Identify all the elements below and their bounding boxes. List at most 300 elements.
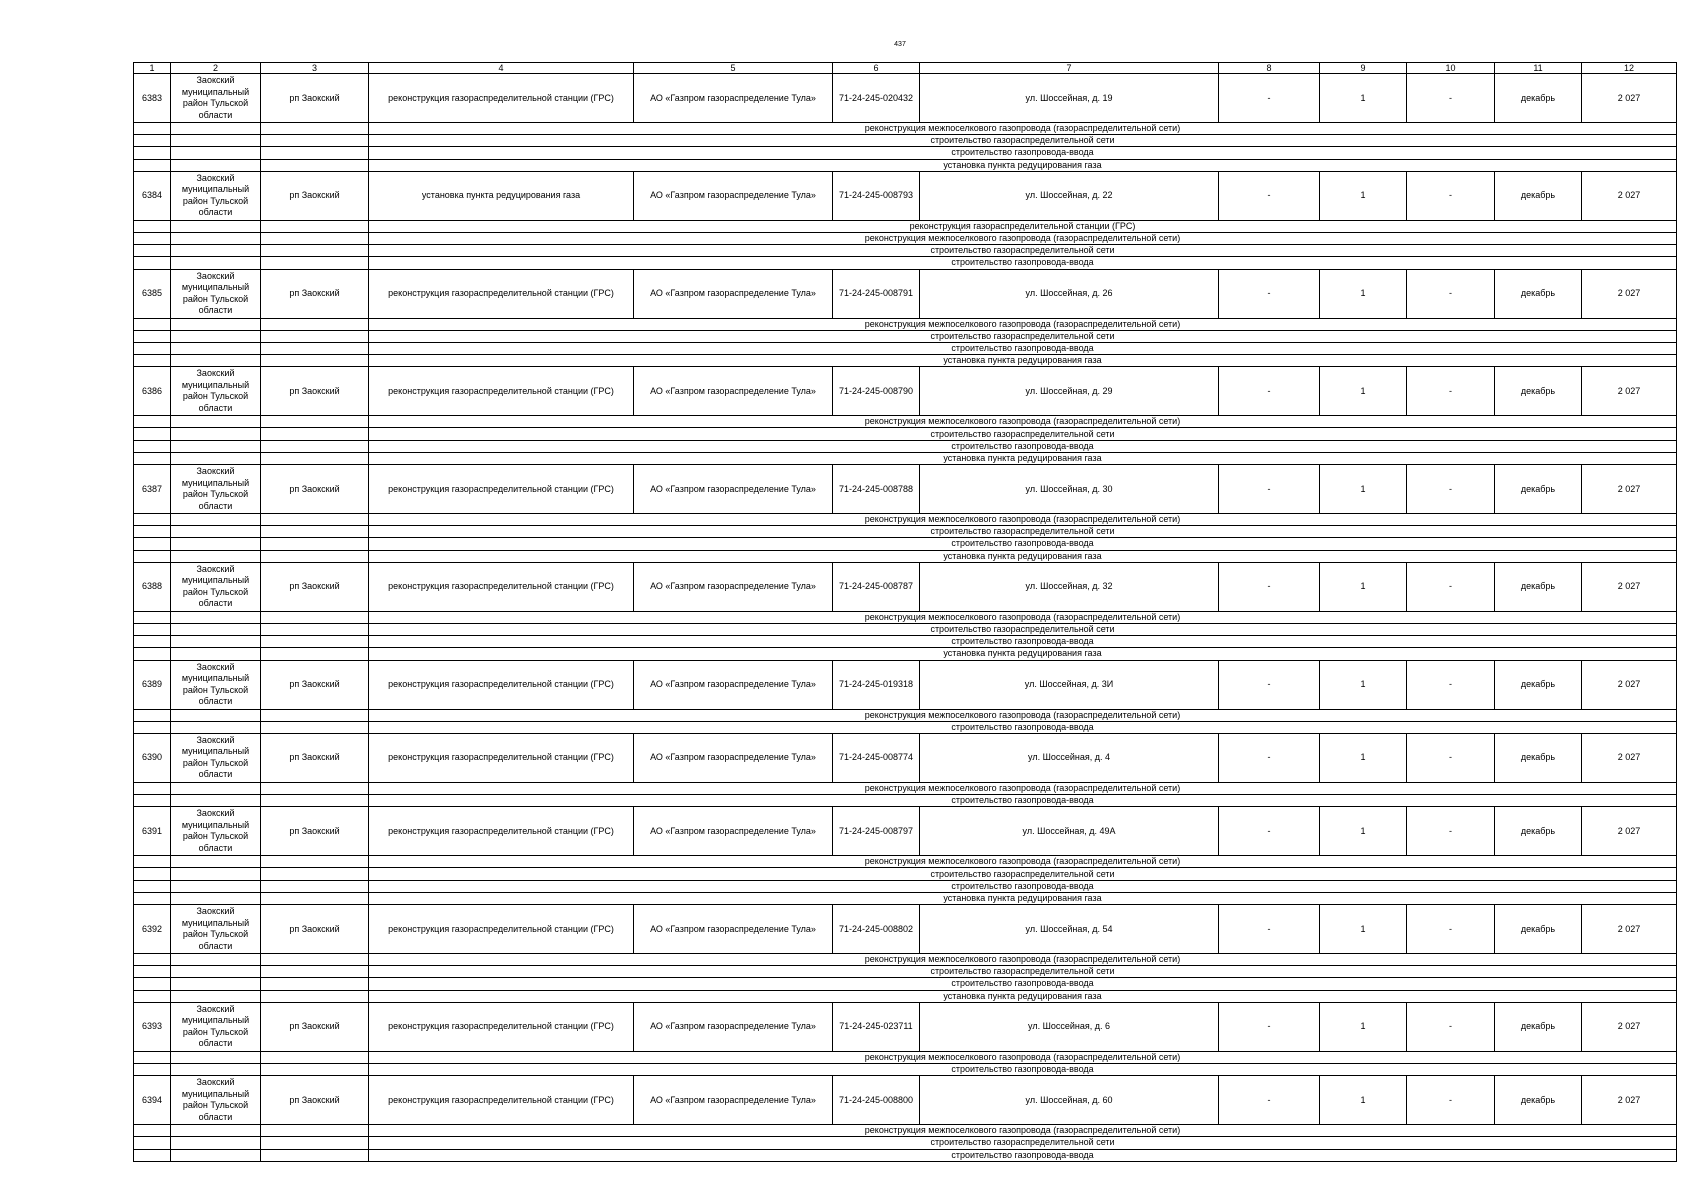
empty-cell xyxy=(261,648,369,660)
empty-cell xyxy=(171,1063,261,1075)
sub-work-row xyxy=(134,782,1677,794)
empty-cell xyxy=(134,428,171,440)
row-number: 6388 xyxy=(134,562,171,611)
empty-cell xyxy=(171,1137,261,1149)
work-type-cell: реконструкция газораспределительной станции (ГРС) xyxy=(369,660,634,709)
empty-cell xyxy=(261,1051,369,1063)
month-cell: декабрь xyxy=(1495,367,1582,416)
object-code-cell: 71-24-245-008774 xyxy=(833,733,920,782)
empty-cell xyxy=(134,318,171,330)
row-number: 6383 xyxy=(134,74,171,123)
column-header: 7 xyxy=(920,63,1219,74)
sub-work-row xyxy=(134,514,1677,526)
empty-cell xyxy=(171,978,261,990)
column-header: 10 xyxy=(1407,63,1495,74)
district-cell: Заокский муниципальный район Тульской области xyxy=(171,171,261,220)
column-header-row xyxy=(134,63,1677,74)
empty-cell xyxy=(261,257,369,269)
sub-work-label: установка пункта редуцирования газа xyxy=(369,892,1677,904)
column-10-cell: - xyxy=(1407,660,1495,709)
sub-work-row xyxy=(134,795,1677,807)
sub-work-row xyxy=(134,440,1677,452)
address-cell: ул. Шоссейная, д. 22 xyxy=(920,171,1219,220)
sub-work-label: установка пункта редуцирования газа xyxy=(369,648,1677,660)
empty-cell xyxy=(171,990,261,1002)
empty-cell xyxy=(261,428,369,440)
district-cell: Заокский муниципальный район Тульской области xyxy=(171,74,261,123)
month-cell: декабрь xyxy=(1495,733,1582,782)
organization-cell: АО «Газпром газораспределение Тула» xyxy=(634,367,833,416)
table-row xyxy=(134,367,1677,416)
column-8-cell: - xyxy=(1219,660,1320,709)
empty-cell xyxy=(171,514,261,526)
row-number: 6392 xyxy=(134,905,171,954)
empty-cell xyxy=(261,245,369,257)
empty-cell xyxy=(134,795,171,807)
column-8-cell: - xyxy=(1219,269,1320,318)
empty-cell xyxy=(134,232,171,244)
object-code-cell: 71-24-245-008793 xyxy=(833,171,920,220)
column-10-cell: - xyxy=(1407,269,1495,318)
table-row xyxy=(134,1076,1677,1125)
settlement-cell: рп Заокский xyxy=(261,660,369,709)
column-9-cell: 1 xyxy=(1320,269,1407,318)
column-9-cell: 1 xyxy=(1320,807,1407,856)
empty-cell xyxy=(134,892,171,904)
organization-cell: АО «Газпром газораспределение Тула» xyxy=(634,1002,833,1051)
sub-work-label: строительство газопровода-ввода xyxy=(369,880,1677,892)
work-type-cell: реконструкция газораспределительной станции (ГРС) xyxy=(369,562,634,611)
empty-cell xyxy=(261,856,369,868)
month-cell: декабрь xyxy=(1495,171,1582,220)
column-8-cell: - xyxy=(1219,905,1320,954)
sub-work-label: реконструкция межпоселкового газопровода (газораспределительной сети) xyxy=(369,954,1677,966)
month-cell: декабрь xyxy=(1495,1002,1582,1051)
sub-work-row xyxy=(134,318,1677,330)
empty-cell xyxy=(134,978,171,990)
year-cell: 2 027 xyxy=(1582,733,1677,782)
empty-cell xyxy=(134,159,171,171)
empty-cell xyxy=(171,416,261,428)
month-cell: декабрь xyxy=(1495,660,1582,709)
organization-cell: АО «Газпром газораспределение Тула» xyxy=(634,171,833,220)
sub-work-label: строительство газораспределительной сети xyxy=(369,428,1677,440)
sub-work-row xyxy=(134,342,1677,354)
settlement-cell: рп Заокский xyxy=(261,171,369,220)
year-cell: 2 027 xyxy=(1582,1076,1677,1125)
row-number: 6389 xyxy=(134,660,171,709)
month-cell: декабрь xyxy=(1495,465,1582,514)
empty-cell xyxy=(134,709,171,721)
column-10-cell: - xyxy=(1407,1076,1495,1125)
column-9-cell: 1 xyxy=(1320,905,1407,954)
table-row xyxy=(134,269,1677,318)
column-header: 4 xyxy=(369,63,634,74)
empty-cell xyxy=(134,123,171,135)
sub-work-row xyxy=(134,611,1677,623)
empty-cell xyxy=(171,342,261,354)
sub-work-label: строительство газопровода-ввода xyxy=(369,342,1677,354)
column-8-cell: - xyxy=(1219,562,1320,611)
empty-cell xyxy=(134,440,171,452)
empty-cell xyxy=(171,782,261,794)
empty-cell xyxy=(171,355,261,367)
empty-cell xyxy=(171,123,261,135)
year-cell: 2 027 xyxy=(1582,465,1677,514)
month-cell: декабрь xyxy=(1495,74,1582,123)
empty-cell xyxy=(261,147,369,159)
sub-work-row xyxy=(134,892,1677,904)
settlement-cell: рп Заокский xyxy=(261,1076,369,1125)
empty-cell xyxy=(134,623,171,635)
sub-work-row xyxy=(134,416,1677,428)
column-8-cell: - xyxy=(1219,465,1320,514)
empty-cell xyxy=(171,526,261,538)
column-header: 6 xyxy=(833,63,920,74)
sub-work-label: установка пункта редуцирования газа xyxy=(369,550,1677,562)
empty-cell xyxy=(171,135,261,147)
sub-work-label: строительство газопровода-ввода xyxy=(369,978,1677,990)
empty-cell xyxy=(134,990,171,1002)
empty-cell xyxy=(261,954,369,966)
month-cell: декабрь xyxy=(1495,562,1582,611)
empty-cell xyxy=(134,416,171,428)
column-header: 1 xyxy=(134,63,171,74)
year-cell: 2 027 xyxy=(1582,74,1677,123)
sub-work-label: строительство газораспределительной сети xyxy=(369,868,1677,880)
sub-work-row xyxy=(134,1063,1677,1075)
sub-work-label: строительство газопровода-ввода xyxy=(369,795,1677,807)
empty-cell xyxy=(171,880,261,892)
sub-work-label: строительство газопровода-ввода xyxy=(369,440,1677,452)
sub-work-row xyxy=(134,159,1677,171)
empty-cell xyxy=(261,1149,369,1161)
column-8-cell: - xyxy=(1219,1076,1320,1125)
column-9-cell: 1 xyxy=(1320,367,1407,416)
gasification-table xyxy=(133,62,1677,1162)
address-cell: ул. Шоссейная, д. 19 xyxy=(920,74,1219,123)
organization-cell: АО «Газпром газораспределение Тула» xyxy=(634,269,833,318)
empty-cell xyxy=(261,135,369,147)
month-cell: декабрь xyxy=(1495,905,1582,954)
empty-cell xyxy=(261,220,369,232)
empty-cell xyxy=(261,1063,369,1075)
object-code-cell: 71-24-245-008791 xyxy=(833,269,920,318)
empty-cell xyxy=(171,538,261,550)
object-code-cell: 71-24-245-008788 xyxy=(833,465,920,514)
empty-cell xyxy=(134,257,171,269)
empty-cell xyxy=(171,636,261,648)
sub-work-label: установка пункта редуцирования газа xyxy=(369,355,1677,367)
work-type-cell: реконструкция газораспределительной станции (ГРС) xyxy=(369,905,634,954)
sub-work-label: строительство газораспределительной сети xyxy=(369,966,1677,978)
month-cell: декабрь xyxy=(1495,807,1582,856)
empty-cell xyxy=(261,623,369,635)
empty-cell xyxy=(134,514,171,526)
sub-work-label: строительство газопровода-ввода xyxy=(369,1063,1677,1075)
address-cell: ул. Шоссейная, д. 32 xyxy=(920,562,1219,611)
empty-cell xyxy=(171,245,261,257)
sub-work-row xyxy=(134,990,1677,1002)
empty-cell xyxy=(261,892,369,904)
empty-cell xyxy=(134,636,171,648)
column-header: 11 xyxy=(1495,63,1582,74)
column-8-cell: - xyxy=(1219,1002,1320,1051)
column-8-cell: - xyxy=(1219,171,1320,220)
column-header: 2 xyxy=(171,63,261,74)
sub-work-label: реконструкция межпоселкового газопровода (газораспределительной сети) xyxy=(369,782,1677,794)
empty-cell xyxy=(134,526,171,538)
settlement-cell: рп Заокский xyxy=(261,807,369,856)
empty-cell xyxy=(261,636,369,648)
sub-work-row xyxy=(134,1149,1677,1161)
settlement-cell: рп Заокский xyxy=(261,269,369,318)
object-code-cell: 71-24-245-008800 xyxy=(833,1076,920,1125)
empty-cell xyxy=(171,452,261,464)
work-type-cell: реконструкция газораспределительной станции (ГРС) xyxy=(369,1076,634,1125)
empty-cell xyxy=(134,868,171,880)
sub-work-row xyxy=(134,978,1677,990)
object-code-cell: 71-24-245-008790 xyxy=(833,367,920,416)
column-9-cell: 1 xyxy=(1320,74,1407,123)
empty-cell xyxy=(261,1137,369,1149)
sub-work-row xyxy=(134,636,1677,648)
column-10-cell: - xyxy=(1407,562,1495,611)
district-cell: Заокский муниципальный район Тульской области xyxy=(171,269,261,318)
column-9-cell: 1 xyxy=(1320,733,1407,782)
empty-cell xyxy=(134,648,171,660)
empty-cell xyxy=(261,330,369,342)
table-row xyxy=(134,733,1677,782)
empty-cell xyxy=(261,1125,369,1137)
empty-cell xyxy=(261,868,369,880)
work-type-cell: реконструкция газораспределительной станции (ГРС) xyxy=(369,74,634,123)
sub-work-row xyxy=(134,232,1677,244)
empty-cell xyxy=(171,1149,261,1161)
work-type-cell: реконструкция газораспределительной станции (ГРС) xyxy=(369,269,634,318)
sub-work-label: реконструкция межпоселкового газопровода (газораспределительной сети) xyxy=(369,416,1677,428)
sub-work-row xyxy=(134,550,1677,562)
district-cell: Заокский муниципальный район Тульской области xyxy=(171,367,261,416)
empty-cell xyxy=(171,795,261,807)
organization-cell: АО «Газпром газораспределение Тула» xyxy=(634,74,833,123)
year-cell: 2 027 xyxy=(1582,269,1677,318)
empty-cell xyxy=(171,648,261,660)
sub-work-label: установка пункта редуцирования газа xyxy=(369,990,1677,1002)
empty-cell xyxy=(261,452,369,464)
object-code-cell: 71-24-245-008802 xyxy=(833,905,920,954)
empty-cell xyxy=(261,880,369,892)
column-header: 8 xyxy=(1219,63,1320,74)
sub-work-label: реконструкция межпоселкового газопровода (газораспределительной сети) xyxy=(369,123,1677,135)
column-10-cell: - xyxy=(1407,905,1495,954)
table-row xyxy=(134,465,1677,514)
column-10-cell: - xyxy=(1407,1002,1495,1051)
organization-cell: АО «Газпром газораспределение Тула» xyxy=(634,1076,833,1125)
column-8-cell: - xyxy=(1219,367,1320,416)
object-code-cell: 71-24-245-008787 xyxy=(833,562,920,611)
sub-work-row xyxy=(134,452,1677,464)
empty-cell xyxy=(134,220,171,232)
month-cell: декабрь xyxy=(1495,1076,1582,1125)
object-code-cell: 71-24-245-019318 xyxy=(833,660,920,709)
column-10-cell: - xyxy=(1407,367,1495,416)
sub-work-row xyxy=(134,1137,1677,1149)
column-10-cell: - xyxy=(1407,807,1495,856)
settlement-cell: рп Заокский xyxy=(261,733,369,782)
sub-work-row xyxy=(134,966,1677,978)
empty-cell xyxy=(171,611,261,623)
empty-cell xyxy=(261,514,369,526)
work-type-cell: установка пункта редуцирования газа xyxy=(369,171,634,220)
row-number: 6391 xyxy=(134,807,171,856)
empty-cell xyxy=(171,257,261,269)
table-row xyxy=(134,74,1677,123)
object-code-cell: 71-24-245-023711 xyxy=(833,1002,920,1051)
sub-work-row xyxy=(134,954,1677,966)
empty-cell xyxy=(261,416,369,428)
sub-work-row xyxy=(134,538,1677,550)
month-cell: декабрь xyxy=(1495,269,1582,318)
work-type-cell: реконструкция газораспределительной станции (ГРС) xyxy=(369,733,634,782)
district-cell: Заокский муниципальный район Тульской области xyxy=(171,807,261,856)
empty-cell xyxy=(134,1137,171,1149)
empty-cell xyxy=(261,342,369,354)
column-8-cell: - xyxy=(1219,74,1320,123)
address-cell: ул. Шоссейная, д. 26 xyxy=(920,269,1219,318)
sub-work-label: строительство газопровода-ввода xyxy=(369,721,1677,733)
empty-cell xyxy=(261,550,369,562)
row-number: 6393 xyxy=(134,1002,171,1051)
sub-work-row xyxy=(134,721,1677,733)
organization-cell: АО «Газпром газораспределение Тула» xyxy=(634,562,833,611)
empty-cell xyxy=(261,709,369,721)
column-9-cell: 1 xyxy=(1320,562,1407,611)
year-cell: 2 027 xyxy=(1582,171,1677,220)
table-row xyxy=(134,562,1677,611)
work-type-cell: реконструкция газораспределительной станции (ГРС) xyxy=(369,367,634,416)
sub-work-label: строительство газопровода-ввода xyxy=(369,636,1677,648)
empty-cell xyxy=(171,220,261,232)
empty-cell xyxy=(134,538,171,550)
empty-cell xyxy=(134,954,171,966)
district-cell: Заокский муниципальный район Тульской области xyxy=(171,733,261,782)
year-cell: 2 027 xyxy=(1582,1002,1677,1051)
year-cell: 2 027 xyxy=(1582,367,1677,416)
sub-work-label: реконструкция межпоселкового газопровода (газораспределительной сети) xyxy=(369,318,1677,330)
sub-work-row xyxy=(134,1051,1677,1063)
empty-cell xyxy=(261,978,369,990)
column-9-cell: 1 xyxy=(1320,171,1407,220)
empty-cell xyxy=(171,623,261,635)
empty-cell xyxy=(171,147,261,159)
sub-work-label: строительство газораспределительной сети xyxy=(369,1137,1677,1149)
empty-cell xyxy=(171,966,261,978)
sub-work-row xyxy=(134,526,1677,538)
settlement-cell: рп Заокский xyxy=(261,562,369,611)
address-cell: ул. Шоссейная, д. 54 xyxy=(920,905,1219,954)
column-header: 3 xyxy=(261,63,369,74)
empty-cell xyxy=(171,159,261,171)
table-row xyxy=(134,807,1677,856)
sub-work-row xyxy=(134,880,1677,892)
address-cell: ул. Шоссейная, д. 6 xyxy=(920,1002,1219,1051)
sub-work-label: реконструкция межпоселкового газопровода (газораспределительной сети) xyxy=(369,1051,1677,1063)
settlement-cell: рп Заокский xyxy=(261,905,369,954)
work-type-cell: реконструкция газораспределительной станции (ГРС) xyxy=(369,807,634,856)
district-cell: Заокский муниципальный район Тульской области xyxy=(171,660,261,709)
sub-work-label: строительство газопровода-ввода xyxy=(369,1149,1677,1161)
column-10-cell: - xyxy=(1407,171,1495,220)
object-code-cell: 71-24-245-008797 xyxy=(833,807,920,856)
district-cell: Заокский муниципальный район Тульской области xyxy=(171,1076,261,1125)
district-cell: Заокский муниципальный район Тульской области xyxy=(171,1002,261,1051)
sub-work-label: установка пункта редуцирования газа xyxy=(369,159,1677,171)
sub-work-row xyxy=(134,123,1677,135)
table-row xyxy=(134,905,1677,954)
page-number: 437 xyxy=(894,41,906,48)
empty-cell xyxy=(261,159,369,171)
empty-cell xyxy=(171,1051,261,1063)
empty-cell xyxy=(134,880,171,892)
empty-cell xyxy=(171,550,261,562)
address-cell: ул. Шоссейная, д. 49А xyxy=(920,807,1219,856)
empty-cell xyxy=(171,1125,261,1137)
organization-cell: АО «Газпром газораспределение Тула» xyxy=(634,807,833,856)
column-9-cell: 1 xyxy=(1320,465,1407,514)
sub-work-row xyxy=(134,257,1677,269)
empty-cell xyxy=(261,990,369,1002)
empty-cell xyxy=(261,782,369,794)
table-row xyxy=(134,1002,1677,1051)
empty-cell xyxy=(134,611,171,623)
sub-work-label: реконструкция газораспределительной станции (ГРС) xyxy=(369,220,1677,232)
row-number: 6385 xyxy=(134,269,171,318)
district-cell: Заокский муниципальный район Тульской области xyxy=(171,465,261,514)
column-9-cell: 1 xyxy=(1320,660,1407,709)
row-number: 6394 xyxy=(134,1076,171,1125)
sub-work-row xyxy=(134,330,1677,342)
sub-work-row xyxy=(134,245,1677,257)
sub-work-label: строительство газораспределительной сети xyxy=(369,330,1677,342)
empty-cell xyxy=(171,428,261,440)
sub-work-label: реконструкция межпоселкового газопровода (газораспределительной сети) xyxy=(369,514,1677,526)
settlement-cell: рп Заокский xyxy=(261,465,369,514)
sub-work-row xyxy=(134,856,1677,868)
empty-cell xyxy=(134,245,171,257)
empty-cell xyxy=(261,232,369,244)
sub-work-label: строительство газораспределительной сети xyxy=(369,623,1677,635)
empty-cell xyxy=(171,868,261,880)
sub-work-label: строительство газораспределительной сети xyxy=(369,526,1677,538)
empty-cell xyxy=(171,954,261,966)
empty-cell xyxy=(261,123,369,135)
address-cell: ул. Шоссейная, д. 60 xyxy=(920,1076,1219,1125)
sub-work-row xyxy=(134,623,1677,635)
object-code-cell: 71-24-245-020432 xyxy=(833,74,920,123)
empty-cell xyxy=(134,355,171,367)
column-9-cell: 1 xyxy=(1320,1076,1407,1125)
year-cell: 2 027 xyxy=(1582,660,1677,709)
column-header: 12 xyxy=(1582,63,1677,74)
empty-cell xyxy=(171,440,261,452)
empty-cell xyxy=(261,526,369,538)
address-cell: ул. Шоссейная, д. 30 xyxy=(920,465,1219,514)
empty-cell xyxy=(171,232,261,244)
empty-cell xyxy=(261,795,369,807)
sub-work-label: строительство газопровода-ввода xyxy=(369,257,1677,269)
year-cell: 2 027 xyxy=(1582,562,1677,611)
